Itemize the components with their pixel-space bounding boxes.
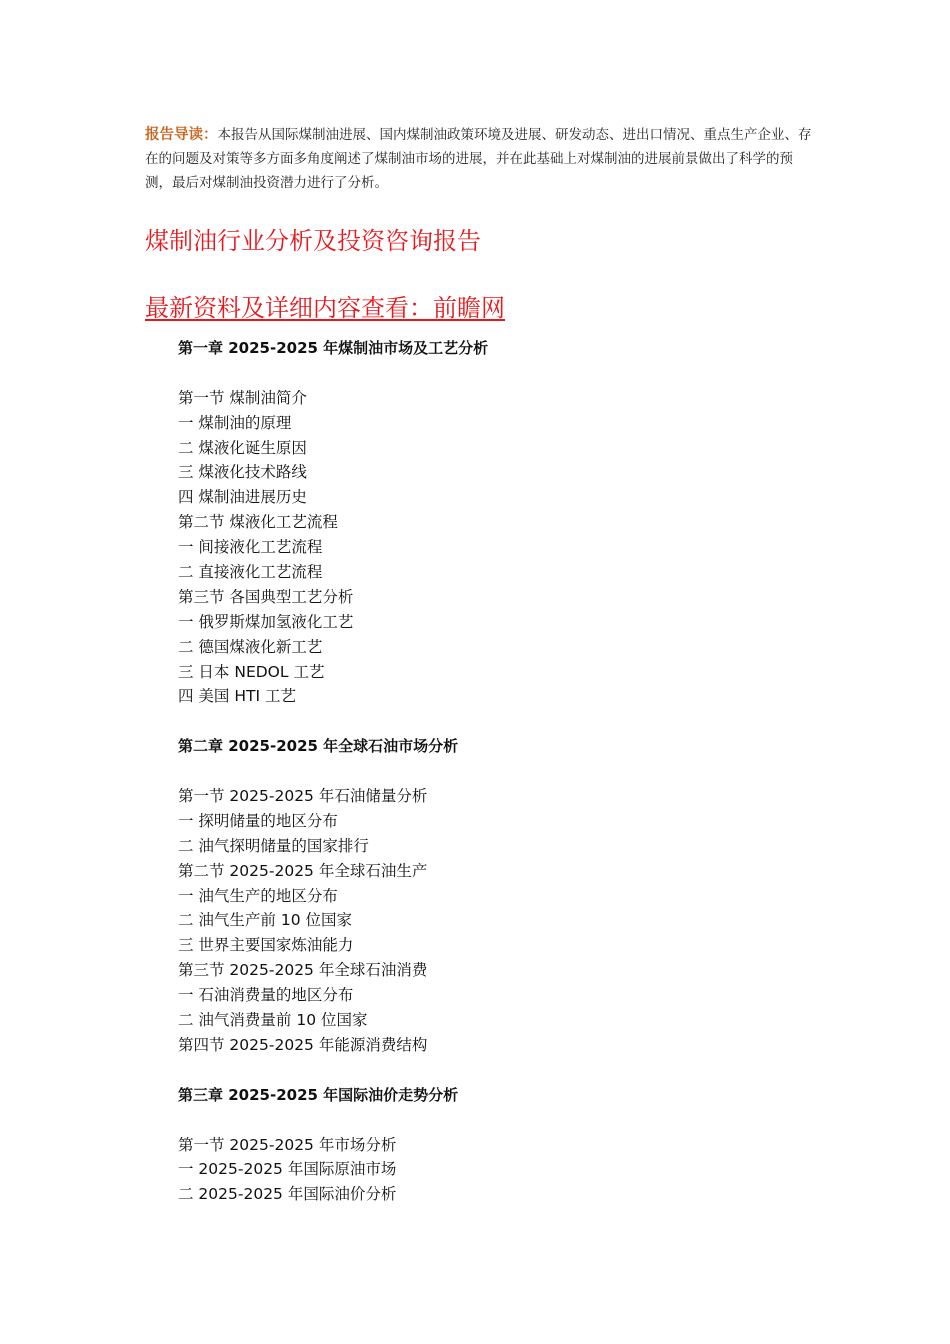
chapter-spacer <box>178 709 778 734</box>
toc-item: 一 煤制油的原理 <box>178 413 292 432</box>
toc-item: 二 直接液化工艺流程 <box>178 563 323 582</box>
source-link[interactable]: 最新资料及详细内容查看：前瞻网 <box>145 294 505 322</box>
table-of-contents <box>178 336 778 1207</box>
toc-item: 二 油气消费量前 10 位国家 <box>178 1011 368 1030</box>
chapter-spacer <box>178 1108 778 1133</box>
toc-item: 一 俄罗斯煤加氢液化工艺 <box>178 612 354 631</box>
toc-item: 二 煤液化诞生原因 <box>178 438 307 457</box>
chapter-title: 第三章 2025-2025 年国际油价走势分析 <box>178 1085 459 1104</box>
toc-item: 一 探明储量的地区分布 <box>178 811 338 830</box>
chapter-spacer <box>178 361 778 386</box>
toc-item: 第二节 2025-2025 年全球石油生产 <box>178 861 428 880</box>
toc-item: 二 2025-2025 年国际油价分析 <box>178 1185 397 1204</box>
toc-item: 第一节 煤制油简介 <box>178 388 307 407</box>
toc-item: 一 2025-2025 年国际原油市场 <box>178 1160 397 1179</box>
toc-item: 四 美国 HTI 工艺 <box>178 687 296 706</box>
toc-item: 一 间接液化工艺流程 <box>178 538 323 557</box>
toc-item: 三 煤液化技术路线 <box>178 463 307 482</box>
toc-item: 四 煤制油进展历史 <box>178 488 307 507</box>
toc-item: 二 油气探明储量的国家排行 <box>178 836 369 855</box>
toc-item: 第一节 2025-2025 年石油储量分析 <box>178 787 428 806</box>
toc-item: 第三节 2025-2025 年全球石油消费 <box>178 961 428 980</box>
report-intro <box>145 123 813 195</box>
toc-item: 三 日本 NEDOL 工艺 <box>178 662 325 681</box>
intro-label: 报告导读： <box>145 126 218 143</box>
toc-item: 一 油气生产的地区分布 <box>178 886 338 905</box>
toc-item: 三 世界主要国家炼油能力 <box>178 936 354 955</box>
toc-item: 二 油气生产前 10 位国家 <box>178 911 353 930</box>
toc-item: 二 德国煤液化新工艺 <box>178 637 323 656</box>
toc-item: 第二节 煤液化工艺流程 <box>178 513 338 532</box>
toc-item: 第一节 2025-2025 年市场分析 <box>178 1135 397 1154</box>
chapter-title: 第一章 2025-2025 年煤制油市场及工艺分析 <box>178 339 489 357</box>
chapter-spacer <box>178 1058 778 1083</box>
chapter-spacer <box>178 759 778 784</box>
chapter-title: 第二章 2025-2025 年全球石油市场分析 <box>178 737 459 756</box>
toc-item: 第四节 2025-2025 年能源消费结构 <box>178 1035 428 1054</box>
toc-item: 一 石油消费量的地区分布 <box>178 986 354 1005</box>
intro-text: 本报告从国际煤制油进展、国内煤制油政策环境及进展、研发动态、进出口情况、重点生产企业、存在的问题及对策等多方面多角度阐述了煤制油市场的进展，并在此基础上对煤制油的进展前景做出了科学的预测，最后对煤制油投资潜力进行了分析。 <box>145 127 812 191</box>
toc-item: 第三节 各国典型工艺分析 <box>178 587 354 606</box>
report-title: 煤制油行业分析及投资咨询报告 <box>145 227 481 255</box>
